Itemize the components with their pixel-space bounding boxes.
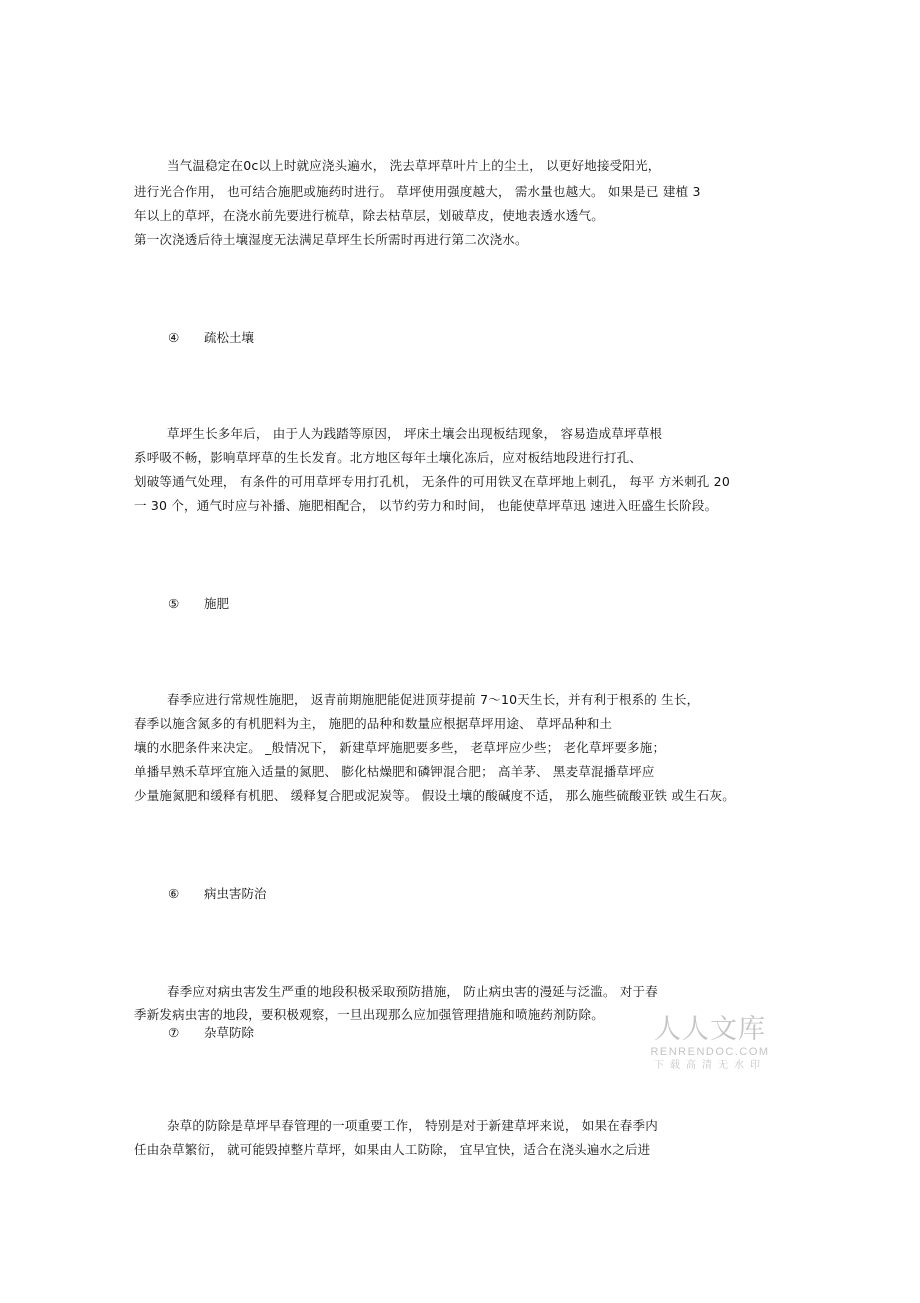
section-heading-fertilize xyxy=(168,596,229,612)
paragraph-line: 一 30 个，通气时应与补播、施肥相配合， 以节约劳力和时间， 也能使草坪草迅 速进入旺盛生长阶段。 xyxy=(134,498,718,513)
paragraph-line: 任由杂草繁衍， 就可能毁掉整片草坪，如果由人工防除， 宜早宜快，适合在浇头遍水之后进 xyxy=(134,1142,651,1157)
paragraph-line: 年以上的草坪，在浇水前先要进行梳草，除去枯草层，划破草皮，使地表透水透气。 xyxy=(134,208,604,223)
paragraph-line: 第一次浇透后待土壤湿度无法满足草坪生长所需时再进行第二次浇水。 xyxy=(134,232,528,247)
heading-number: ⑥ xyxy=(168,886,180,901)
paragraph-line: 杂草的防除是草坪早春管理的一项重要工作， 特别是对于新建草坪来说， 如果在春季内 xyxy=(167,1118,658,1133)
heading-title: 病虫害防治 xyxy=(204,886,267,901)
section-heading-loosen-soil xyxy=(168,330,254,346)
paragraph-line: 划破等通气处理， 有条件的可用草坪专用打孔机， 无条件的可用铁叉在草坪地上刺孔， 每平 方米刺孔 20 xyxy=(134,474,730,489)
paragraph-line: 春季以施含氮多的有机肥料为主， 施肥的品种和数量应根据草坪用途、 草坪品种和土 xyxy=(134,716,613,731)
heading-title: 施肥 xyxy=(204,596,230,611)
paragraph-line: 进行光合作用， 也可结合施肥或施药时进行。 草坪使用强度越大， 需水量也越大。 如果是已 建植 3 xyxy=(134,184,701,199)
paragraph-line: 春季应进行常规性施肥， 返青前期施肥能促进顶芽提前 7～10天生长，并有利于根系的 生长， xyxy=(167,692,700,707)
watermark-logo xyxy=(648,1014,772,1073)
paragraph-line: 当气温稳定在0c以上时就应浇头遍水， 洗去草坪草叶片上的尘土， 以更好地接受阳光， xyxy=(167,158,661,173)
heading-title: 杂草防除 xyxy=(204,1025,255,1040)
heading-number: ⑦ xyxy=(168,1025,180,1040)
heading-number: ④ xyxy=(168,330,180,345)
watermark-subtitle: 下载高清无水印 xyxy=(654,1060,766,1071)
section-heading-weed-control xyxy=(168,1025,254,1041)
paragraph-line: 季新发病虫害的地段，要积极观察，一旦出现那么应加强管理措施和喷施药剂防除。 xyxy=(134,1007,604,1022)
watermark-url: RENRENDOC.COM xyxy=(650,1046,770,1058)
paragraph-line: 草坪生长多年后， 由于人为践踏等原因， 坪床土壤会出现板结现象， 容易造成草坪草根 xyxy=(167,426,663,441)
heading-number: ⑤ xyxy=(168,596,180,611)
section-heading-pest-control xyxy=(168,886,267,902)
paragraph-line: 壤的水肥条件来决定。 _般情况下， 新建草坪施肥要多些， 老草坪应少些； 老化草坪要多施； xyxy=(134,740,666,755)
paragraph-line: 单播早熟禾草坪宜施入适量的氮肥、 膨化枯燥肥和磷钾混合肥； 高羊茅、 黑麦草混播草坪应 xyxy=(134,764,655,779)
paragraph-line: 系呼吸不畅，影响草坪草的生长发育。北方地区每年土壤化冻后，应对板结地段进行打孔、 xyxy=(134,450,643,465)
paragraph-line: 春季应对病虫害发生严重的地段积极采取预防措施， 防止病虫害的漫延与泛滥。 对于春 xyxy=(167,984,658,999)
heading-title: 疏松土壤 xyxy=(204,330,255,345)
watermark-title: 人人文库 xyxy=(654,1014,766,1045)
paragraph-line: 少量施氮肥和缓释有机肥、 缓释复合肥或泥炭等。 假设土壤的酸碱度不适， 那么施些硫酸亚铁 或生石灰。 xyxy=(134,788,735,803)
